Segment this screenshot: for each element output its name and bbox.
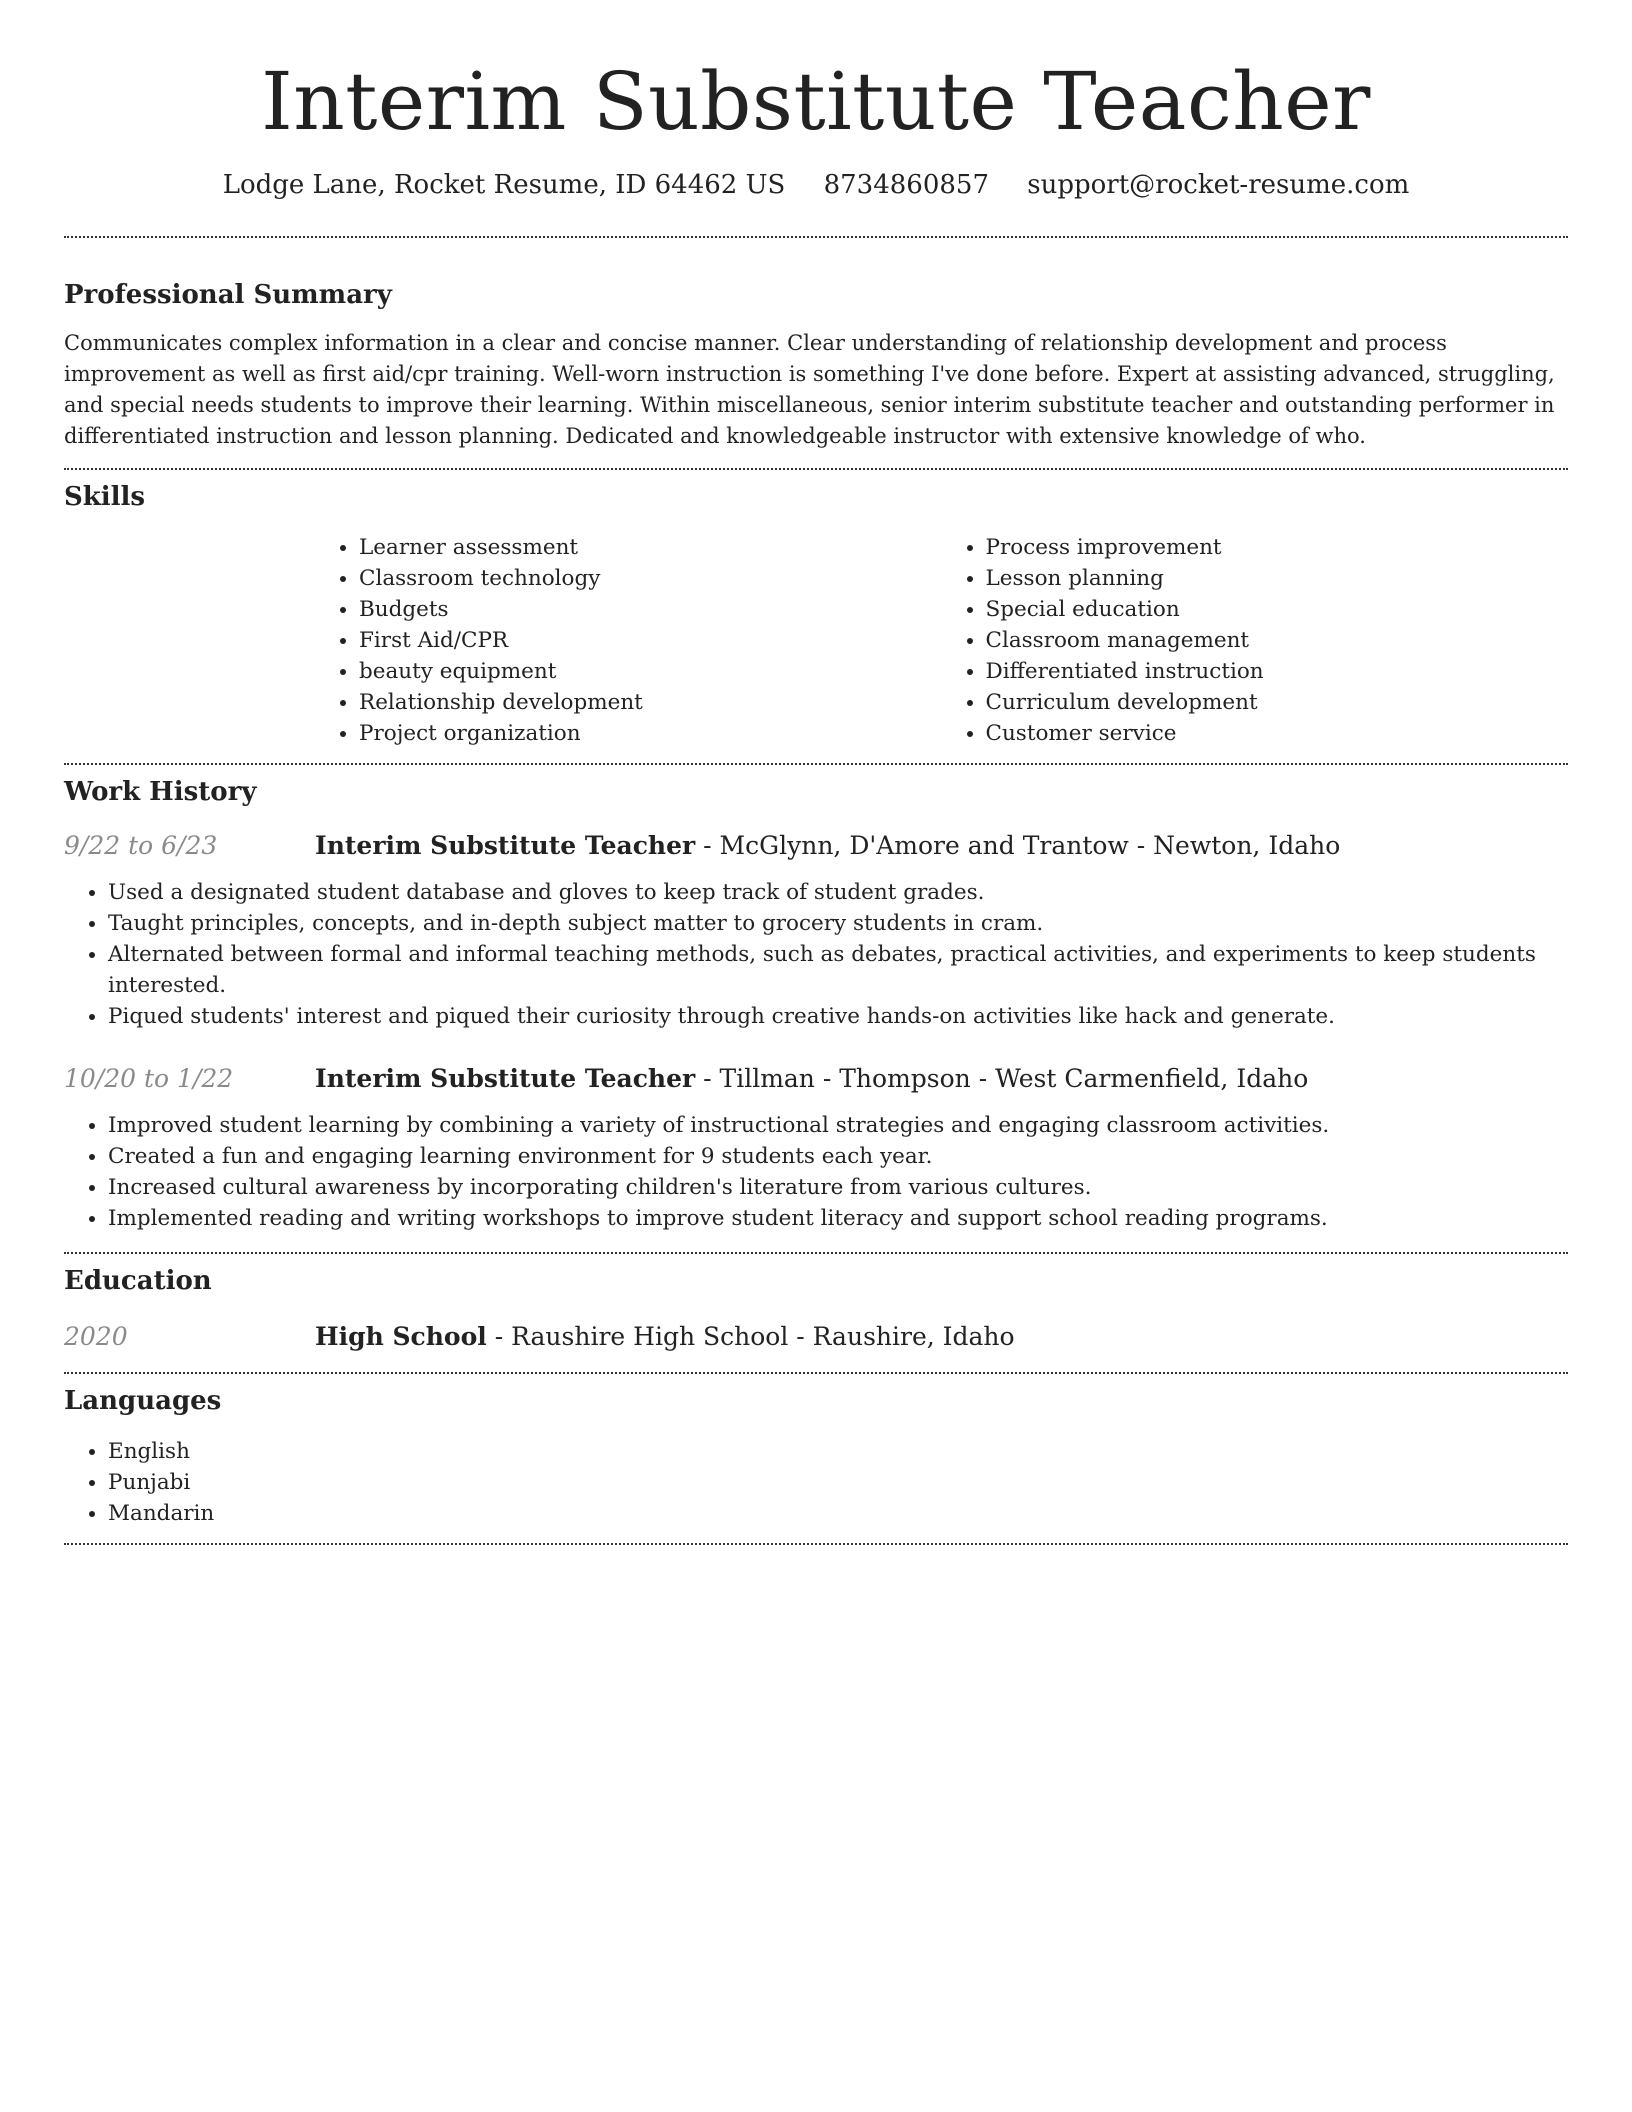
list-item: • Learner assessment [359, 532, 942, 563]
job-header [64, 1062, 1568, 1096]
divider [64, 1543, 1568, 1545]
work-section [64, 765, 1568, 1234]
resume-page [64, 0, 1568, 1545]
job-role: Interim Substitute Teacher [315, 831, 696, 860]
list-item: • Customer service [986, 718, 1569, 749]
skills-list-right [942, 532, 1569, 749]
section-title-skills: Skills [64, 482, 146, 512]
section-title-education: Education [64, 1266, 212, 1296]
job-dates: 10/20 to 1/22 [64, 1064, 234, 1093]
contact-address: Lodge Lane, Rocket Resume, ID 64462 US [222, 170, 786, 200]
summary-section [64, 238, 1568, 452]
list-item: • Implemented reading and writing workshops to improve student literacy and support school reading programs. [108, 1203, 1568, 1234]
contact-line [64, 168, 1568, 202]
job-bullets [64, 877, 1568, 1032]
list-item: • Process improvement [986, 532, 1569, 563]
list-item: • Used a designated student database and gloves to keep track of student grades. [108, 877, 1568, 908]
job-entry [64, 829, 1568, 1032]
job-entry [64, 1062, 1568, 1234]
list-item: • Created a fun and engaging learning environment for 9 students each year. [108, 1141, 1568, 1172]
section-title-summary: Professional Summary [64, 280, 392, 310]
job-employer: - McGlynn, D'Amore and Trantow - Newton, Idaho [695, 831, 1341, 860]
education-year: 2020 [64, 1322, 128, 1351]
job-title [315, 829, 1340, 863]
skills-list-left [315, 532, 942, 749]
languages-list [64, 1436, 1568, 1529]
list-item: • Piqued students' interest and piqued their curiosity through creative hands-on activities like hack and generate. [108, 1001, 1568, 1032]
list-item: • Classroom management [986, 625, 1569, 656]
list-item: • Relationship development [359, 687, 942, 718]
job-bullets [64, 1110, 1568, 1234]
job-title [315, 1062, 1308, 1096]
list-item: • Differentiated instruction [986, 656, 1569, 687]
list-item: • Alternated between formal and informal teaching methods, such as debates, practical activities, and experiments to keep students interested. [108, 939, 1568, 1001]
languages-section [64, 1374, 1568, 1529]
job-dates: 9/22 to 6/23 [64, 831, 218, 860]
education-section [64, 1254, 1568, 1354]
list-item: • Special education [986, 594, 1569, 625]
skills-columns [315, 532, 1568, 749]
resume-name: Interim Substitute Teacher [261, 55, 1371, 148]
list-item: • beauty equipment [359, 656, 942, 687]
education-degree: High School [315, 1322, 487, 1351]
list-item: • Increased cultural awareness by incorporating children's literature from various cultures. [108, 1172, 1568, 1203]
skills-section [64, 470, 1568, 749]
summary-text: Communicates complex information in a clear and concise manner. Clear understanding of relationship development and process improvement as well as first aid/cpr training. Well-worn instruction is something I've done before. Expert at assisting advanced, struggling, and special needs students to improve their learning. Within miscellaneous, senior interim substitute teacher and outstanding performer in differentiated instruction and lesson planning. Dedicated and knowledgeable instructor with extensive knowledge of who. [64, 331, 1555, 448]
contact-phone: 8734860857 [823, 170, 990, 200]
list-item: • Taught principles, concepts, and in-depth subject matter to grocery students in cram. [108, 908, 1568, 939]
list-item: • Lesson planning [986, 563, 1569, 594]
list-item: • Project organization [359, 718, 942, 749]
list-item: • English [108, 1436, 1568, 1467]
list-item: • Improved student learning by combining a variety of instructional strategies and engaging classroom activities. [108, 1110, 1568, 1141]
education-school: - Raushire High School - Raushire, Idaho [486, 1322, 1015, 1351]
contact-email: support@rocket-resume.com [1027, 170, 1410, 200]
list-item: • Budgets [359, 594, 942, 625]
job-role: Interim Substitute Teacher [315, 1064, 696, 1093]
list-item: • First Aid/CPR [359, 625, 942, 656]
list-item: • Curriculum development [986, 687, 1569, 718]
list-item: • Punjabi [108, 1467, 1568, 1498]
job-employer: - Tillman - Thompson - West Carmenfield, Idaho [695, 1064, 1309, 1093]
section-title-work: Work History [64, 777, 257, 807]
list-item: • Mandarin [108, 1498, 1568, 1529]
education-entry [64, 1320, 1568, 1354]
section-title-languages: Languages [64, 1386, 222, 1416]
job-header [64, 829, 1568, 863]
education-title [315, 1320, 1015, 1354]
list-item: • Classroom technology [359, 563, 942, 594]
